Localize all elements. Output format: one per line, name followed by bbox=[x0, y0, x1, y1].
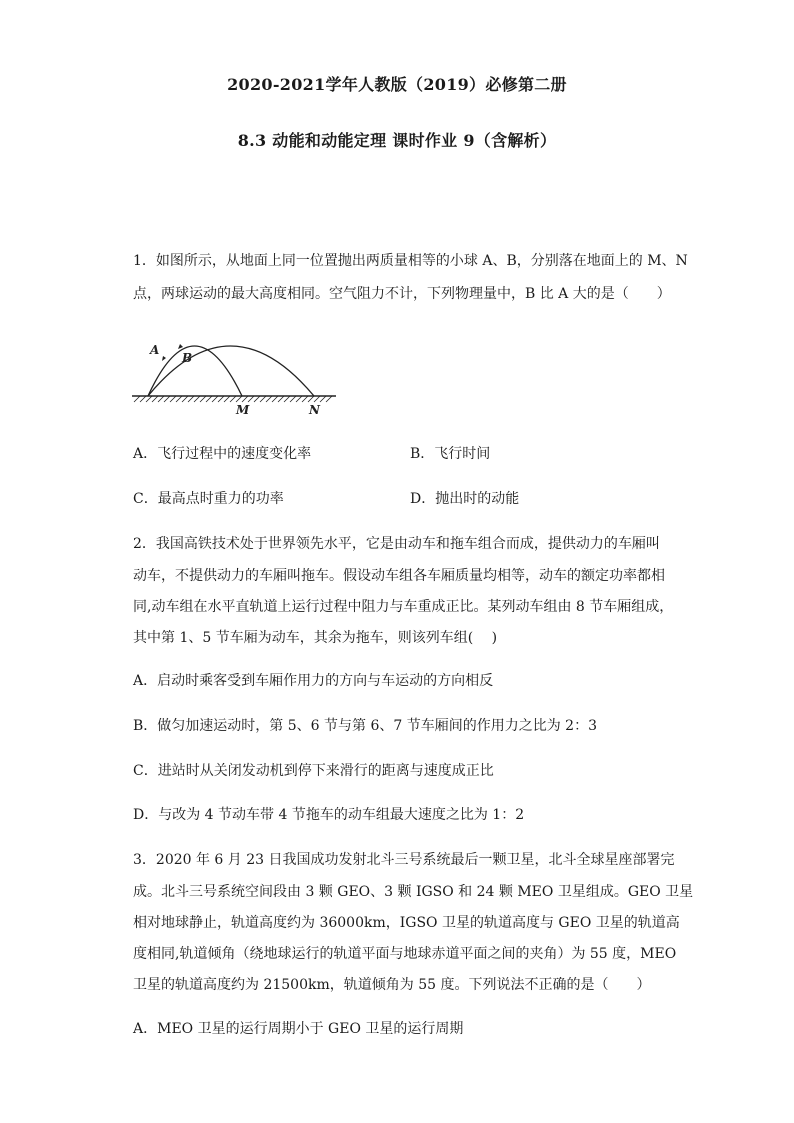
q1-option-d: D．抛出时的动能 bbox=[410, 491, 520, 507]
q2-option-c: C．进站时从关闭发动机到停下来滑行的距离与速度成正比 bbox=[133, 763, 494, 779]
q3-stem-line4: 度相同,轨道倾角（绕地球运行的轨道平面与地球赤道平面之间的夹角）为 55 度，MEO bbox=[133, 946, 677, 962]
q2-option-a: A．启动时乘客受到车厢作用力的方向与车运动的方向相反 bbox=[133, 673, 494, 689]
label-b: B bbox=[182, 351, 193, 365]
q1-option-c: C．最高点时重力的功率 bbox=[133, 491, 284, 507]
q1-option-a: A．飞行过程中的速度变化率 bbox=[133, 446, 312, 462]
q3-stem-line5: 卫星的轨道高度约为 21500km，轨道倾角为 55 度。下列说法不正确的是（ ） bbox=[133, 977, 651, 993]
q2-stem-line3: 同,动车组在水平直轨道上运行过程中阻力与车重成正比。某列动车组由 8 节车厢组成， bbox=[133, 599, 674, 615]
label-m: M bbox=[236, 403, 250, 417]
document-title-line2: 8.3 动能和动能定理 课时作业 9（含解析） bbox=[237, 131, 557, 150]
q3-stem-line2: 成。北斗三号系统空间段由 3 颗 GEO、3 颗 IGSO 和 24 颗 MEO 卫星组成。GEO 卫星 bbox=[133, 884, 694, 900]
trajectory-b bbox=[148, 346, 314, 396]
q2-stem-line4: 其中第 1、5 节车厢为动车，其余为拖车，则该列车组( ) bbox=[133, 630, 498, 646]
q1-projectile-figure bbox=[130, 322, 340, 418]
label-n: N bbox=[309, 403, 320, 417]
q3-option-a: A．MEO 卫星的运行周期小于 GEO 卫星的运行周期 bbox=[133, 1021, 464, 1037]
q3-stem-line3: 相对地球静止，轨道高度约为 36000km，IGSO 卫星的轨道高度与 GEO 卫星的轨道高 bbox=[133, 915, 680, 931]
document-title-line1: 2020-2021学年人教版（2019）必修第二册 bbox=[227, 75, 567, 94]
q2-stem-line1: 2．我国高铁技术处于世界领先水平，它是由动车和拖车组合而成，提供动力的车厢叫 bbox=[133, 536, 660, 552]
label-a: A bbox=[150, 343, 160, 357]
trajectory-a bbox=[148, 346, 242, 396]
q2-option-d: D．与改为 4 节动车带 4 节拖车的动车组最大速度之比为 1：2 bbox=[133, 807, 525, 823]
q1-option-b: B．飞行时间 bbox=[410, 446, 491, 462]
q3-stem-line1: 3．2020 年 6 月 23 日我国成功发射北斗三号系统最后一颗卫星，北斗全球星座部署完 bbox=[133, 852, 675, 868]
q2-stem-line2: 动车，不提供动力的车厢叫拖车。假设动车组各车厢质量均相等，动车的额定功率都相 bbox=[133, 568, 665, 584]
q1-stem-line1: 1．如图所示，从地面上同一位置抛出两质量相等的小球 A、B，分别落在地面上的 M、N bbox=[133, 253, 688, 269]
q2-option-b: B．做匀加速运动时，第 5、6 节与第 6、7 节车厢间的作用力之比为 2：3 bbox=[133, 718, 597, 734]
q1-stem-line2: 点，两球运动的最大高度相同。空气阻力不计，下列物理量中，B 比 A 大的是（ ） bbox=[133, 286, 671, 302]
